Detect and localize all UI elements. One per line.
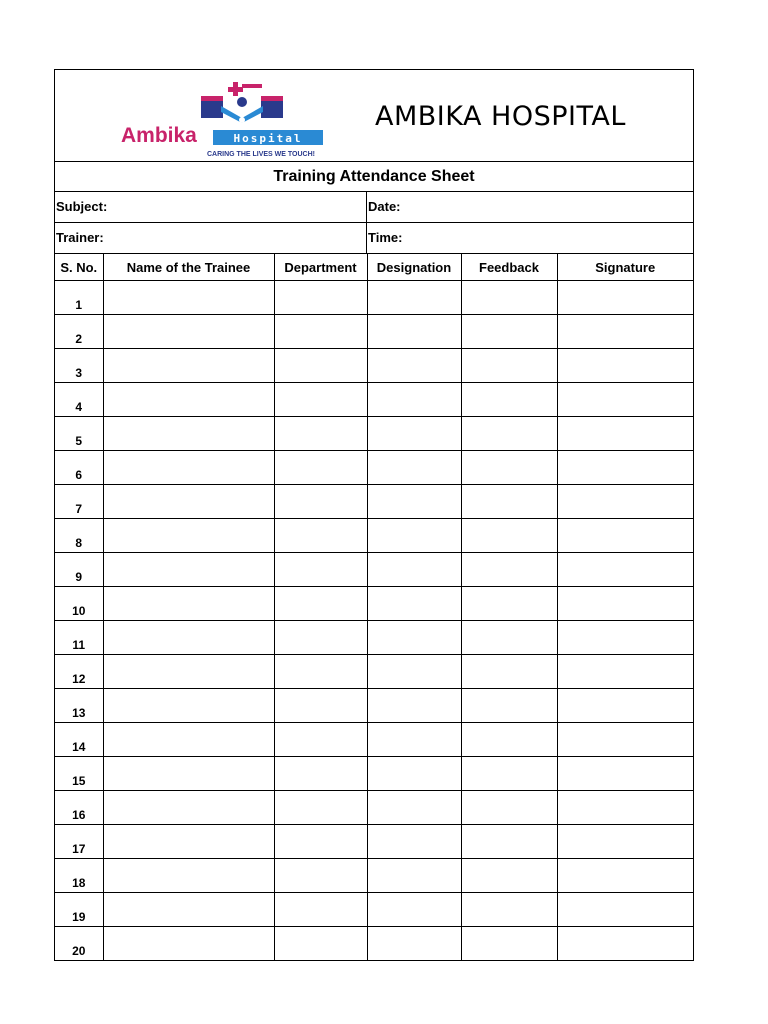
trainee-name-cell [103,451,274,485]
sheet-header [55,70,693,162]
signature-cell [557,587,693,621]
feedback-cell [461,587,557,621]
signature-cell [557,349,693,383]
svg-text:Hospital: Hospital [233,132,303,145]
signature-cell [557,485,693,519]
feedback-cell [461,519,557,553]
signature-cell [557,757,693,791]
designation-cell [367,519,461,553]
feedback-cell [461,485,557,519]
signature-cell [557,281,693,315]
table-row [55,485,693,519]
department-cell [274,383,367,417]
table-row [55,723,693,757]
department-cell [274,757,367,791]
department-cell [274,519,367,553]
signature-cell [557,859,693,893]
designation-cell [367,655,461,689]
department-cell [274,791,367,825]
feedback-cell [461,315,557,349]
serial-number: 7 [55,485,103,519]
serial-number: 2 [55,315,103,349]
column-header-designation: Designation [367,254,461,281]
table-row [55,757,693,791]
designation-cell [367,893,461,927]
feedback-cell [461,417,557,451]
serial-number: 12 [55,655,103,689]
designation-cell [367,587,461,621]
trainee-name-cell [103,689,274,723]
trainee-name-cell [103,349,274,383]
column-header-sno: S. No. [55,254,103,281]
serial-number: 19 [55,893,103,927]
signature-cell [557,451,693,485]
table-row [55,417,693,451]
designation-cell [367,485,461,519]
table-row [55,825,693,859]
svg-text:CARING THE LIVES WE TOUCH!: CARING THE LIVES WE TOUCH! [207,151,315,158]
trainee-name-cell [103,417,274,451]
table-row [55,383,693,417]
logo-graphic [121,76,361,158]
feedback-cell [461,383,557,417]
trainee-name-cell [103,315,274,349]
date-label: Date: [368,199,401,214]
sheet-title: Training Attendance Sheet [55,162,693,192]
serial-number: 17 [55,825,103,859]
department-cell [274,927,367,961]
trainee-name-cell [103,859,274,893]
feedback-cell [461,689,557,723]
trainee-name-cell [103,281,274,315]
time-label: Time: [368,230,403,245]
signature-cell [557,689,693,723]
trainee-name-cell [103,893,274,927]
trainer-time-row [55,223,693,254]
designation-cell [367,451,461,485]
attendance-table [55,254,693,960]
department-cell [274,349,367,383]
designation-cell [367,859,461,893]
department-cell [274,315,367,349]
department-cell [274,825,367,859]
serial-number: 11 [55,621,103,655]
serial-number: 4 [55,383,103,417]
table-row [55,519,693,553]
feedback-cell [461,281,557,315]
serial-number: 10 [55,587,103,621]
table-row [55,859,693,893]
trainee-name-cell [103,621,274,655]
feedback-cell [461,349,557,383]
feedback-cell [461,927,557,961]
feedback-cell [461,757,557,791]
department-cell [274,893,367,927]
serial-number: 14 [55,723,103,757]
designation-cell [367,383,461,417]
column-header-department: Department [274,254,367,281]
subject-date-row [55,192,693,223]
hospital-logo [121,76,361,158]
serial-number: 13 [55,689,103,723]
serial-number: 18 [55,859,103,893]
department-cell [274,689,367,723]
department-cell [274,281,367,315]
feedback-cell [461,553,557,587]
logo-mark-icon [201,82,283,123]
feedback-cell [461,723,557,757]
trainee-name-cell [103,519,274,553]
column-header-signature: Signature [557,254,693,281]
feedback-cell [461,825,557,859]
column-header-feedback: Feedback [461,254,557,281]
serial-number: 8 [55,519,103,553]
feedback-cell [461,859,557,893]
attendance-sheet [54,69,694,961]
signature-cell [557,927,693,961]
table-row [55,553,693,587]
feedback-cell [461,893,557,927]
trainee-name-cell [103,757,274,791]
serial-number: 3 [55,349,103,383]
signature-cell [557,723,693,757]
department-cell [274,587,367,621]
signature-cell [557,655,693,689]
table-row [55,791,693,825]
subject-label: Subject: [55,192,367,222]
table-row [55,927,693,961]
table-row [55,587,693,621]
feedback-cell [461,451,557,485]
trainer-label: Trainer: [55,223,367,253]
table-row [55,621,693,655]
table-row [55,315,693,349]
feedback-cell [461,621,557,655]
trainee-name-cell [103,553,274,587]
trainee-name-cell [103,655,274,689]
table-row [55,893,693,927]
table-row [55,349,693,383]
designation-cell [367,791,461,825]
designation-cell [367,621,461,655]
table-row [55,655,693,689]
serial-number: 5 [55,417,103,451]
designation-cell [367,281,461,315]
column-header-name: Name of the Trainee [103,254,274,281]
trainee-name-cell [103,825,274,859]
department-cell [274,417,367,451]
signature-cell [557,791,693,825]
hospital-name: AMBIKA HOSPITAL [375,101,626,132]
department-cell [274,621,367,655]
designation-cell [367,349,461,383]
svg-text:Ambika: Ambika [121,124,197,147]
signature-cell [557,621,693,655]
feedback-cell [461,655,557,689]
department-cell [274,859,367,893]
designation-cell [367,315,461,349]
signature-cell [557,519,693,553]
trainee-name-cell [103,927,274,961]
department-cell [274,723,367,757]
signature-cell [557,893,693,927]
signature-cell [557,383,693,417]
table-row [55,689,693,723]
serial-number: 15 [55,757,103,791]
designation-cell [367,757,461,791]
trainee-name-cell [103,383,274,417]
department-cell [274,553,367,587]
designation-cell [367,417,461,451]
table-row [55,281,693,315]
trainee-name-cell [103,723,274,757]
designation-cell [367,689,461,723]
signature-cell [557,417,693,451]
feedback-cell [461,791,557,825]
table-header-row [55,254,693,281]
trainee-name-cell [103,791,274,825]
signature-cell [557,553,693,587]
department-cell [274,485,367,519]
designation-cell [367,723,461,757]
serial-number: 1 [55,281,103,315]
signature-cell [557,315,693,349]
designation-cell [367,553,461,587]
serial-number: 9 [55,553,103,587]
serial-number: 20 [55,927,103,961]
designation-cell [367,927,461,961]
trainee-name-cell [103,587,274,621]
department-cell [274,451,367,485]
department-cell [274,655,367,689]
table-row [55,451,693,485]
serial-number: 16 [55,791,103,825]
signature-cell [557,825,693,859]
trainee-name-cell [103,485,274,519]
serial-number: 6 [55,451,103,485]
designation-cell [367,825,461,859]
